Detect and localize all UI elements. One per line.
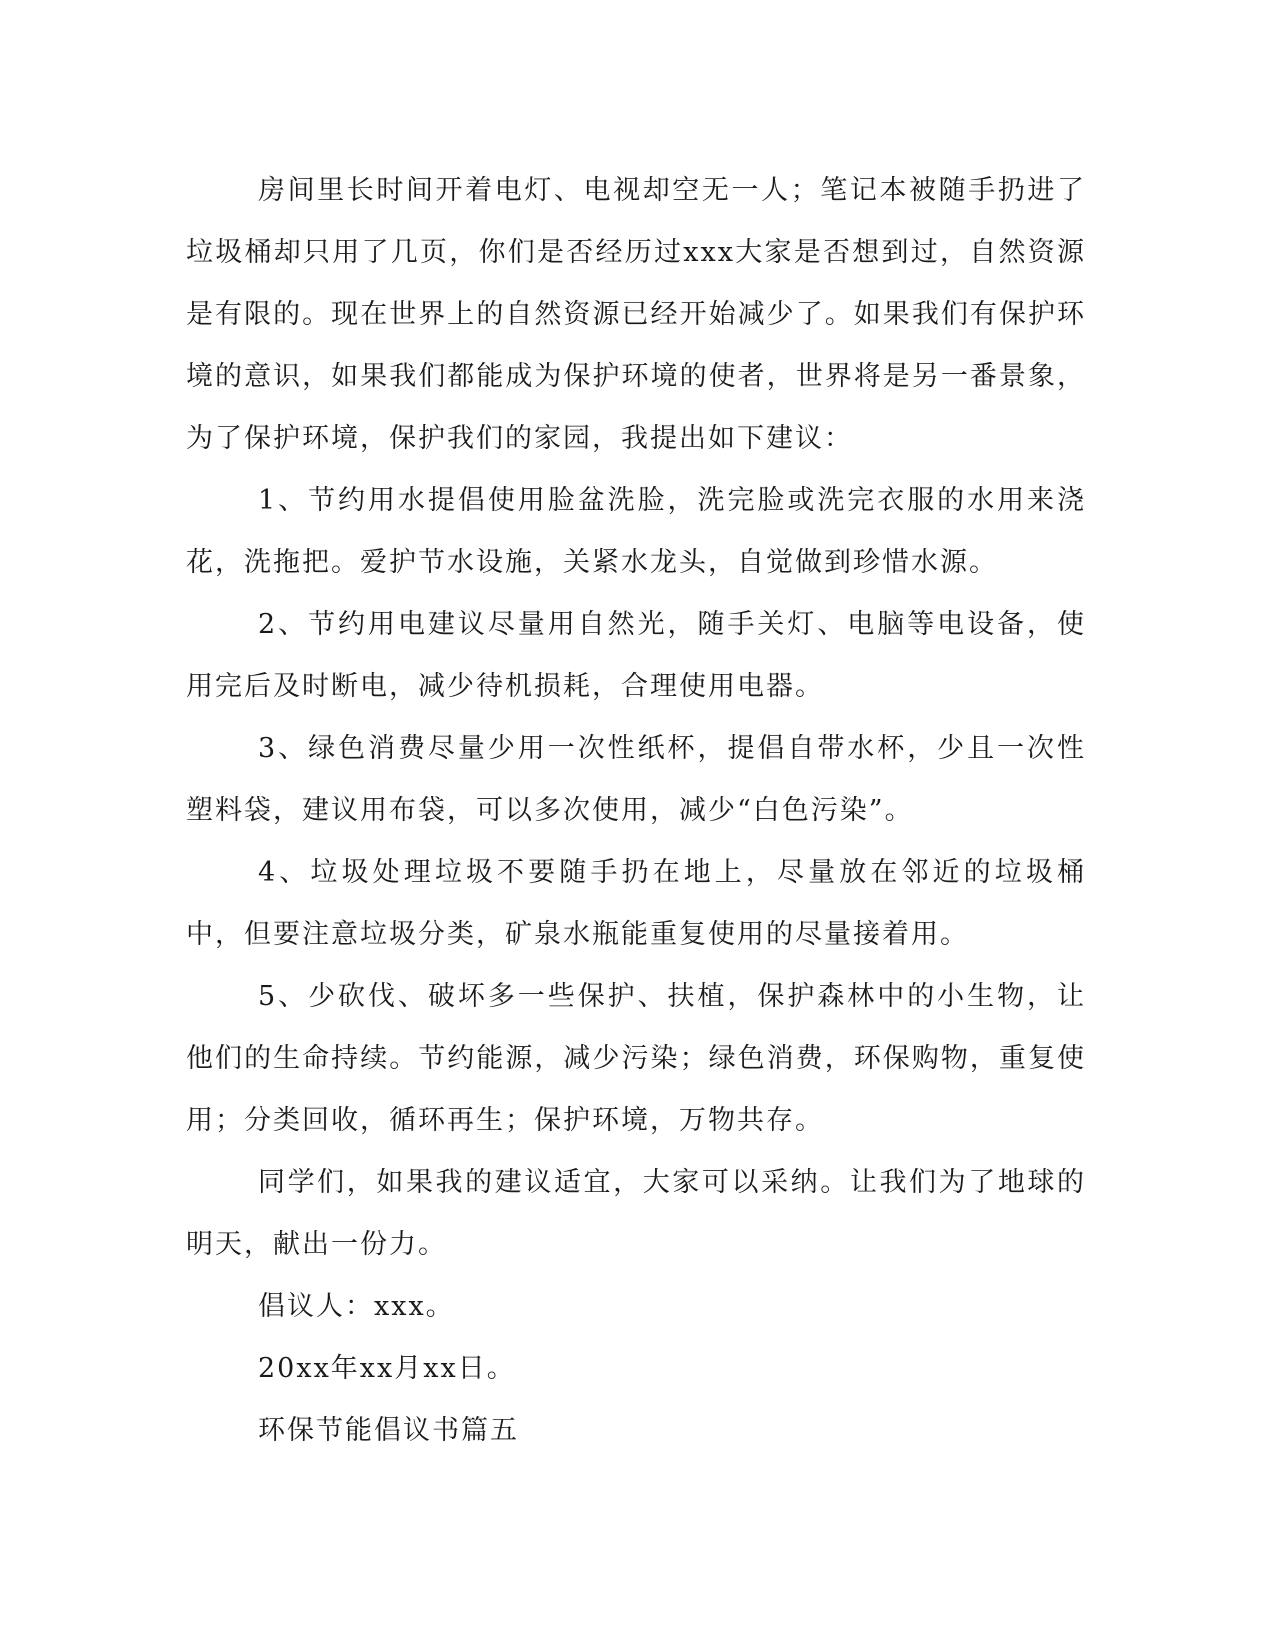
suggestion-forest: 5、少砍伐、破坏多一些保护、扶植，保护森林中的小生物，让他们的生命持续。节约能源，减少污染；绿色消费，环保购物，重复使用；分类回收，循环再生；保护环境，万物共存。 <box>186 981 1086 1136</box>
closing-paragraph: 同学们，如果我的建议适宜，大家可以采纳。让我们为了地球的明天，献出一份力。 <box>186 1167 1086 1260</box>
initiator-line: 倡议人：xxx。 <box>258 1291 455 1322</box>
suggestion-water: 1、节约用水提倡使用脸盆洗脸，洗完脸或洗完衣服的水用来浇花，洗拖把。爱护节水设施，关紧水龙头，自觉做到珍惜水源。 <box>186 485 1086 578</box>
suggestion-green-consumption: 3、绿色消费尽量少用一次性纸杯，提倡自带水杯，少且一次性塑料袋，建议用布袋，可以多次使用，减少“白色污染”。 <box>186 733 1086 826</box>
intro-paragraph: 房间里长时间开着电灯、电视却空无一人；笔记本被随手扔进了垃圾桶却只用了几页，你们是否经历过xxx大家是否想到过，自然资源是有限的。现在世界上的自然资源已经开始减少了。如果我们有保护环境的意识，如果我们都能成为保护环境的使者，世界将是另一番景象，为了保护环境，保护我们的家园，我提出如下建议： <box>186 175 1086 454</box>
suggestion-electricity: 2、节约用电建议尽量用自然光，随手关灯、电脑等电设备，使用完后及时断电，减少待机损耗，合理使用电器。 <box>186 609 1086 702</box>
suggestion-garbage: 4、垃圾处理垃圾不要随手扔在地上，尽量放在邻近的垃圾桶中，但要注意垃圾分类，矿泉水瓶能重复使用的尽量接着用。 <box>186 857 1086 950</box>
date-line: 20xx年xx月xx日。 <box>258 1353 516 1384</box>
section-title: 环保节能倡议书篇五 <box>258 1415 519 1446</box>
document-body <box>186 160 1086 1462</box>
